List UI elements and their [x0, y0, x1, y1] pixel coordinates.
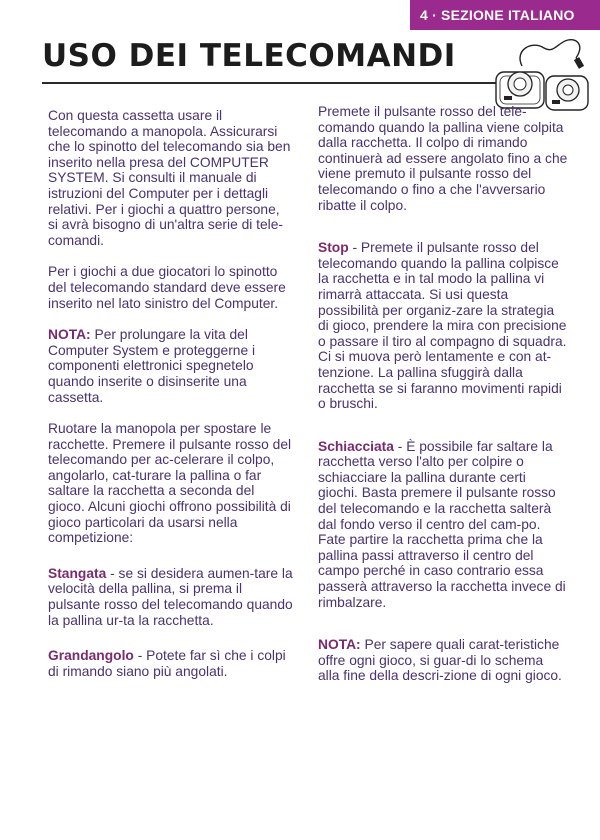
stop-text: - Premete il pulsante rosso del telecomando quando la pallina colpisce la racchetta e in tal modo la pallina vi rimarrà attaccata. Si usi questa possibilità per organiz-zare la strategia di gioco, prendere la mira con precisione o passare il tiro al compagno di squadra. Ci si muova però lentamente e con at-tenzione. La pallina sfuggirà dalla racchetta se si faranno movimenti rapidi o bruschi.	[318, 240, 567, 412]
section-tab: 4 · SEZIONE ITALIANO	[410, 0, 600, 30]
left-column	[48, 108, 293, 679]
two-player-paragraph: Per i giochi a due giocatori lo spinotto del telecomando standard deve essere inserito nel lato sinistro del Computer.	[48, 264, 286, 311]
page-title: USO DEI TELECOMANDI	[42, 38, 456, 74]
controls-paragraph: Ruotare la manopola per spostare le racchette. Premere il pulsante rosso del telecomando per ac-celerare il colpo, angolarlo, cat-turare la pallina o far saltare la racchetta a seconda del gioco. Alcuni giochi offrono possibilità di gioco particolari da usarsi nella competizione:	[48, 421, 292, 546]
grandangolo-continued-paragraph: Premete il pulsante rosso del tele-comando quando la pallina viene colpita dalla racchetta. Il colpo di rimando continuerà ad essere angolato fino a che viene premuto il pulsante rosso del telecomando o fino a che l'avversario ribatte il colpo.	[318, 104, 568, 213]
note-paragraph	[48, 327, 293, 405]
schiacciata-label: Schiacciata	[318, 438, 394, 454]
stangata-paragraph	[48, 566, 293, 628]
final-note-label: NOTA:	[318, 637, 361, 653]
stop-label: Stop	[318, 240, 349, 256]
stangata-label: Stangata	[48, 565, 107, 581]
schiacciata-text: - È possibile far saltare la racchetta verso l'alto per colpire o schiacciare la pallina durante certi giochi. Basta premere il pulsante rosso del telecomando e la racchetta salterà dal fondo verso il centro del cam-po. Fate partire la racchetta prima che la pallina passi attraverso il centro del campo perché in caso contrario essa passerà attraverso la racchetta invece di rimbalzare.	[318, 438, 566, 610]
grandangolo-text: - Potete far sì che i colpi di rimando siano più angolati.	[48, 648, 286, 679]
note-text: Per prolungare la vita del Computer System e proteggerne i componenti elettronici spegnetelo quando inserite o disinserite una cassetta.	[48, 327, 256, 405]
right-column	[318, 104, 568, 684]
final-note-text: Per sapere quali carat-teristiche offre ogni gioco, si guar-di lo schema alla fine della descri-zione di ogni gioco.	[318, 637, 562, 684]
grandangolo-label: Grandangolo	[48, 648, 134, 664]
stangata-text: - se si desidera aumen-tare la velocità della pallina, si prema il pulsante rosso del telecomando quando la pallina ur-ta la racchetta.	[48, 565, 293, 628]
final-note-paragraph	[318, 637, 568, 684]
schiacciata-paragraph	[318, 439, 568, 611]
grandangolo-paragraph	[48, 648, 293, 679]
title-rule	[42, 82, 512, 84]
note-label: NOTA:	[48, 327, 91, 343]
intro-paragraph: Con questa cassetta usare il telecomando a manopola. Assicurarsi che lo spinotto del telecomando sia ben inserito nella presa del COMPUTER SYSTEM. Si consulti il manuale di istruzioni del Computer per i dettagli relativi. Per i giochi a quattro persone, si avrà bisogno di un'altra serie di tele-comandi.	[48, 108, 291, 248]
stop-paragraph	[318, 240, 568, 412]
